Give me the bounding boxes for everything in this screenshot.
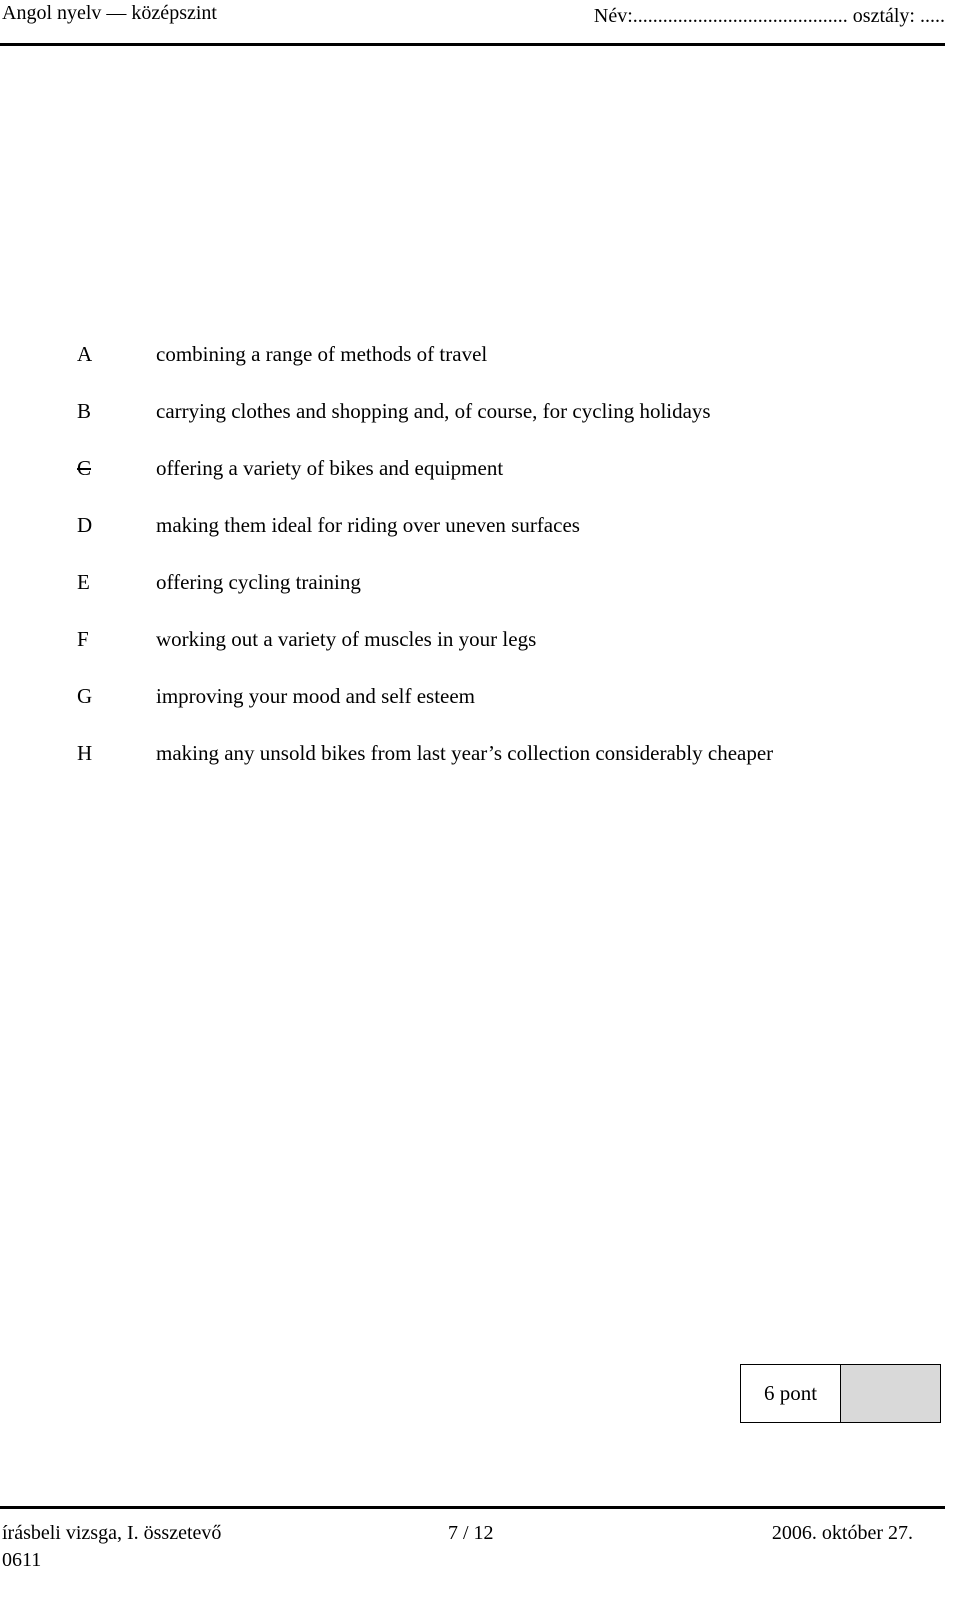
header-name-class-field: Név:........................................... osztály: ..... [593, 5, 945, 27]
option-text: making any unsold bikes from last year’s collection considerably cheaper [156, 741, 774, 765]
option-row-b [0, 396, 945, 453]
footer-code: 0611 [2, 1549, 42, 1571]
option-text: improving your mood and self esteem [156, 684, 476, 708]
page-header [0, 0, 945, 46]
score-box [740, 1364, 941, 1423]
option-letter: A [77, 342, 93, 366]
option-letter: E [77, 570, 90, 594]
score-entry-field[interactable] [841, 1365, 940, 1422]
score-label: 6 pont [741, 1365, 841, 1422]
option-row-c [0, 453, 945, 510]
option-letter-struck: C [77, 456, 92, 480]
option-row-a [0, 339, 945, 396]
footer-exam-part: írásbeli vizsga, I. összetevő [2, 1522, 222, 1544]
footer-page-number: 7 / 12 [448, 1522, 494, 1544]
option-text: offering a variety of bikes and equipment [156, 456, 504, 480]
option-letter: B [77, 399, 92, 423]
option-row-d [0, 510, 945, 567]
option-text: working out a variety of muscles in your legs [156, 627, 537, 651]
footer-date: 2006. október 27. [771, 1522, 913, 1544]
option-letter: G [77, 684, 93, 708]
header-subject: Angol nyelv — középszint [2, 2, 217, 24]
option-letter: F [77, 627, 89, 651]
option-row-f [0, 624, 945, 681]
option-row-e [0, 567, 945, 624]
option-letter: H [77, 741, 93, 765]
option-text: offering cycling training [156, 570, 361, 594]
option-row-h [0, 738, 945, 795]
option-letter: D [77, 513, 93, 537]
option-text: combining a range of methods of travel [156, 342, 488, 366]
option-row-g [0, 681, 945, 738]
option-text: making them ideal for riding over uneven surfaces [156, 513, 580, 537]
option-list [0, 339, 945, 795]
footer-divider [0, 1506, 945, 1509]
option-text: carrying clothes and shopping and, of course, for cycling holidays [156, 399, 711, 423]
